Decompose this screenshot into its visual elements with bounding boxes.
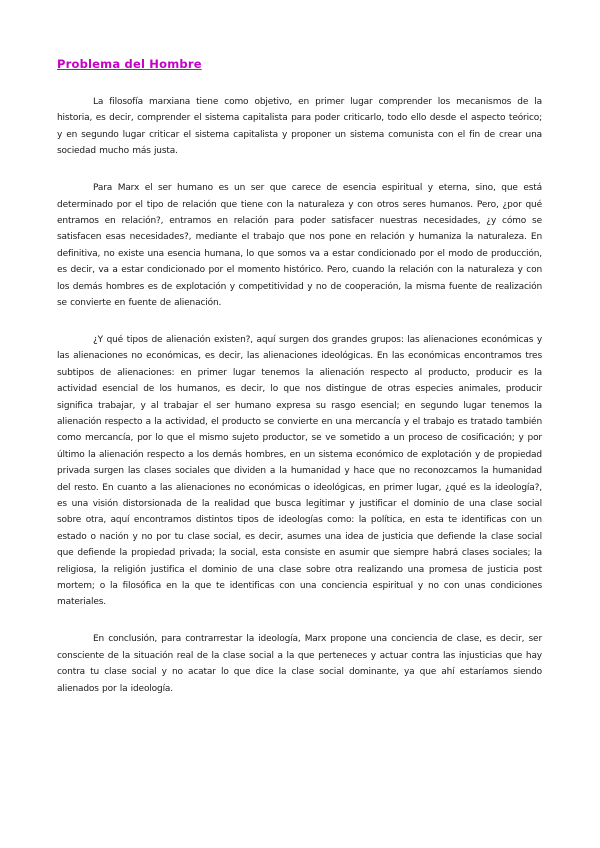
paragraph-human-being: Para Marx el ser humano es un ser que carece de esencia espiritual y eterna, sino, que está determinado por el tipo de relación que tiene con la naturaleza y con otros seres humanos. Pero, ¿por qué entramos en relación?, entramos en relación para poder satisfacer nuestras necesidades, ¿y cómo se satisfacen esas necesidades?, mediante el trabajo que nos pone en relación y humaniza la naturaleza. En definitiva, no existe una esencia humana, lo que somos va a estar condicionado por el modo de producción, es decir, va a estar condicionado por el momento histórico. Pero, cuando la relación con la naturaleza y con los demás hombres es de explotación y competitividad y no de cooperación, la misma fuente de realización se convierte en fuente de alienación. [57,183,542,308]
paragraph-conclusion: En conclusión, para contrarrestar la ideología, Marx propone una conciencia de clase, es decir, ser consciente de la situación real de la clase social a la que perteneces y actuar contra las injusticias que hay contra tu clase social y no acatar lo que dice la clase social dominante, ya que ahí estaríamos siendo alienados por la ideología. [57,634,542,694]
document-title: Problema del Hombre [57,57,202,71]
paragraph-intro: La filosofía marxiana tiene como objetivo, en primer lugar comprender los mecanismos de la historia, es decir, comprender el sistema capitalista para poder criticarlo, todo ello desde el aspecto teórico; y en segundo lugar criticar el sistema capitalista y proponer un sistema comunista con el fin de crear una sociedad mucho más justa. [57,97,542,157]
paragraph-alienation-types: ¿Y qué tipos de alienación existen?, aquí surgen dos grandes grupos: las alienaciones económicas y las alienaciones no económicas, es decir, las alienaciones ideológicas. En las económicas encontramos tres subtipos de alienaciones: en primer lugar tenemos la alienación respecto al producto, producir es la actividad esencial de los humanos, es decir, lo que nos distingue de otras especies animales, producir significa trabajar, y al trabajar el ser humano expresa su rasgo esencial; en segundo lugar tenemos la alienación respecto a la actividad, el producto se convierte en una mercancía y el trabajo es tratado también como mercancía, por lo que el mismo sujeto productor, se ve sometido a un proceso de cosificación; y por último la alienación respecto a los demás hombres, en un sistema económico de explotación y de propiedad privada surgen las clases sociales que dividen a la humanidad y hace que no reconozcamos la humanidad del resto. En cuanto a las alienaciones no económicas o ideológicas, en primer lugar, ¿qué es la ideología?, es una visión distorsionada de la realidad que busca legitimar y justificar el dominio de una clase social sobre otra, aquí encontramos distintos tipos de ideologías como: la política, en esta te identificas con un estado o nación y no por tu clase social, es decir, asumes una idea de justicia que defiende la clase social que defiende la propiedad privada; la social, esta consiste en asumir que siempre habrá clases sociales; la religiosa, la religión justifica el dominio de una clase sobre otra realizando una promesa de justicia post mortem; o la filosófica en la que te identificas con una conciencia espiritual y no con unas condiciones materiales. [57,334,542,608]
document-body [57,94,542,717]
